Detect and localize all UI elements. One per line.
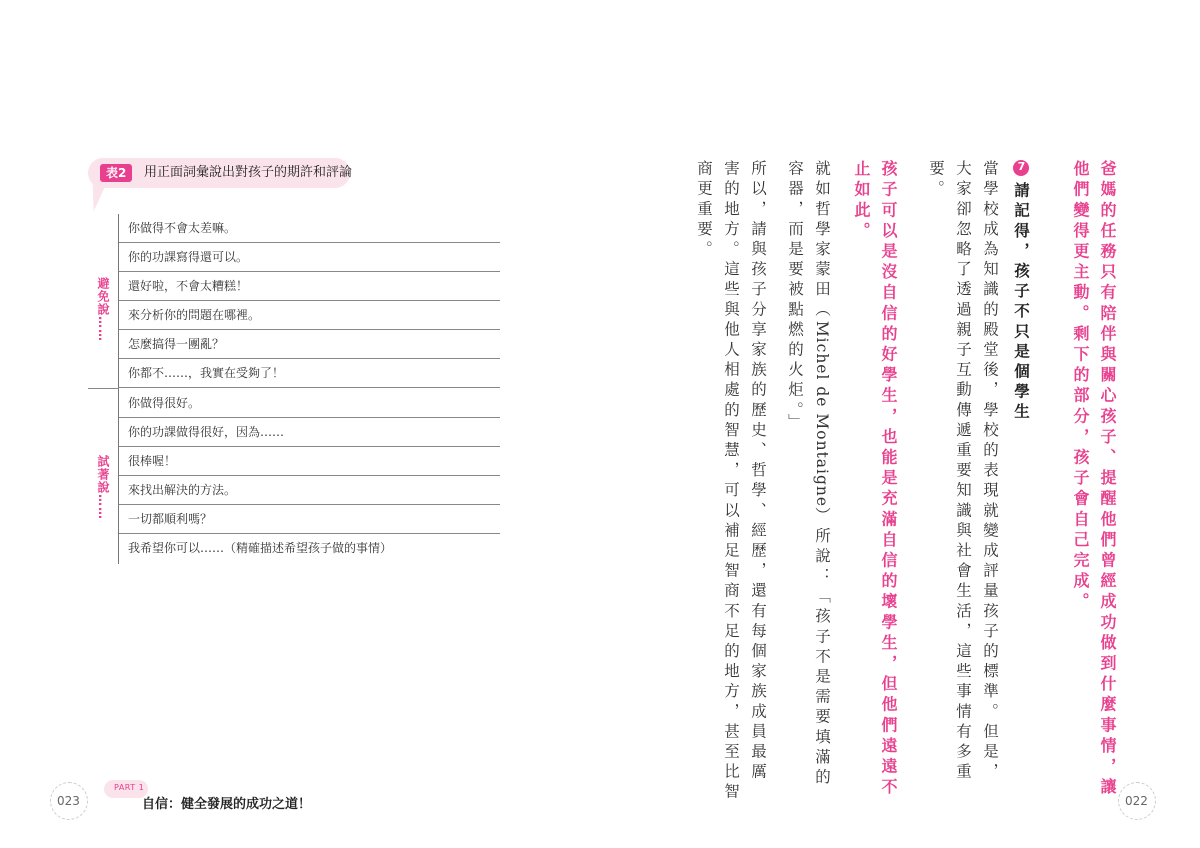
chapter-title: 自信：健全發展的成功之道！ [142,797,312,812]
part-label: PART 1 [114,783,145,792]
page-number-right: 022 [1125,794,1148,808]
table-row: 你做得不會太差嘛。 [119,214,500,243]
group-label-try: 試著說…… [96,454,110,520]
table-row: 一切都順利嗎？ [119,505,500,534]
table-row: 你做得很好。 [119,389,500,418]
table-row: 你的功課寫得還可以。 [119,243,500,272]
table-row: 還好啦，不會太糟糕！ [119,272,500,301]
phrases-table [88,214,500,564]
quote-start: ）所說：「孩子不是需要填滿的 [813,507,831,789]
table-row: 怎麼搞得一團亂？ [119,330,500,359]
section-heading [1008,160,1035,720]
paragraph-2-line-3: 所以，請與孩子分享家族的歷史、哲學、經歷，還有每個家族成員最厲 [749,160,767,784]
paragraph-2-line-1 [808,160,835,789]
philosopher-name: Michel de Montaigne [813,320,831,508]
table-title: 用正面詞彙說出對孩子的期許和評論 [144,165,353,180]
page-number-left: 023 [57,794,80,808]
paragraph-1-line-3: 要。 [927,160,945,201]
table-row: 來分析你的問題在哪裡。 [119,301,500,330]
table-row: 我希望你可以……（精確描述希望孩子做的事情） [128,541,393,555]
group-label-avoid: 避免說…… [96,276,110,342]
group-divider [88,388,119,389]
table-caption [88,158,388,210]
section-heading-text: 請記得，孩子不只是個學生 [1012,182,1031,424]
paragraph-2-line-5: 商更重要。 [695,160,713,261]
highlight-line-2: 止如此。 [852,160,871,243]
intro-line-2: 他們變得更主動。剩下的部分，孩子會自己完成。 [1071,160,1090,614]
table-tag: 表2 [100,164,132,182]
intro-line-1: 爸媽的任務只有陪伴與關心孩子、提醒他們曾經成功做到什麼事情，讓 [1098,160,1117,799]
paragraph-2-line-4: 害的地方。這些與他人相處的智慧，可以補足智商不足的地方，甚至比智 [722,160,740,804]
table-row: 你都不……，我實在受夠了！ [119,359,500,388]
paragraph-2-line-2: 容器，而是要被點燃的火炬。」 [786,160,804,434]
highlight-line-1: 孩子可以是沒自信的好學生，也能是充滿自信的壞學生，但他們遠遠不 [879,160,898,799]
paragraph-1-line-1: 當學校成為知識的殿堂後，學校的表現就變成評量孩子的標準。但是， [981,160,999,784]
section-number-badge: 7 [1015,160,1028,178]
table-row: 來找出解決的方法。 [119,476,500,505]
table-row: 你的功課做得很好，因為…… [119,418,500,447]
paragraph-1-line-2: 大家卻忽略了透過親子互動傳遞重要知識與社會生活，這些事情有多重 [954,160,972,784]
table-row: 很棒喔！ [119,447,500,476]
quote-lead: 就如哲學家蒙田（ [813,160,831,321]
